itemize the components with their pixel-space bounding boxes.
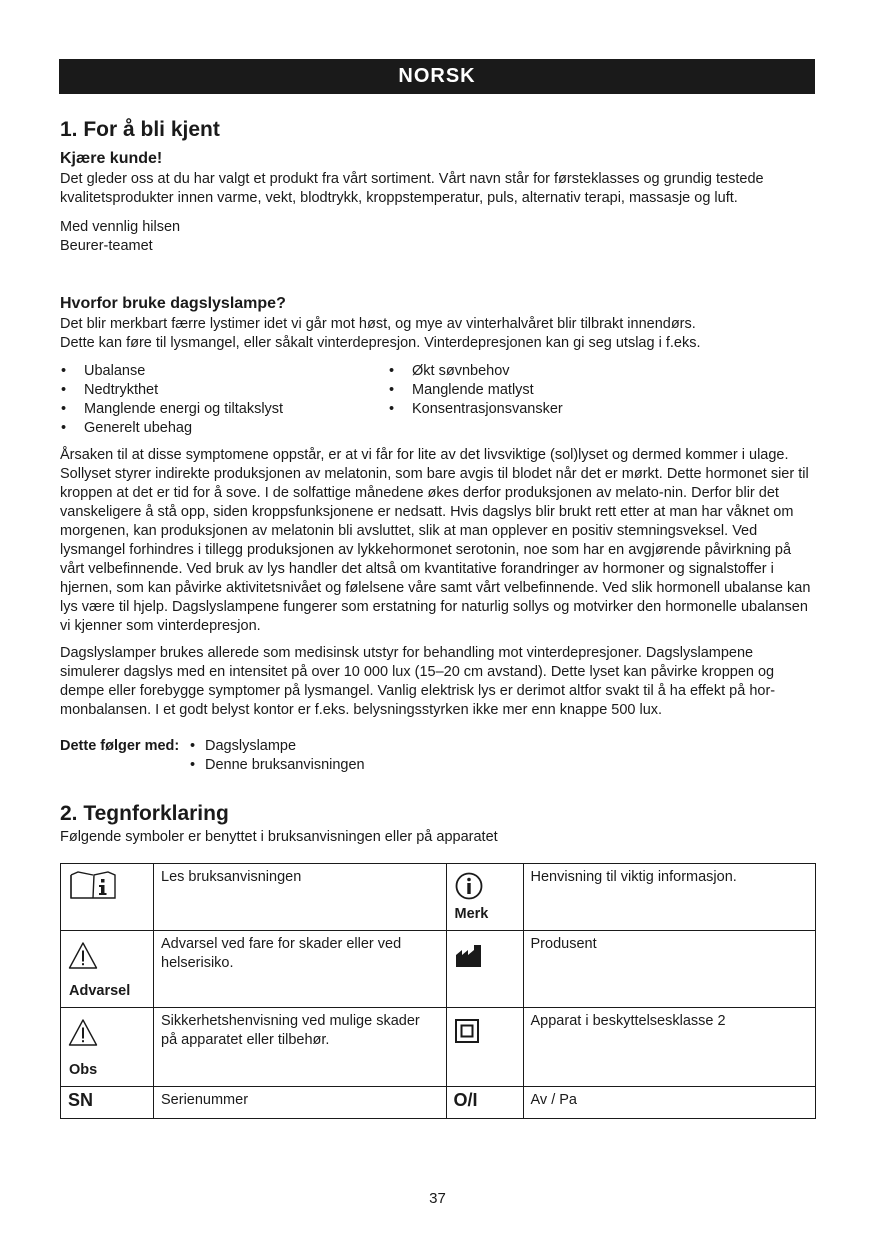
caution-label: Obs [69,1062,98,1078]
serial-number-description: Serienummer [154,1087,447,1119]
manual-icon-cell [61,864,154,931]
table-row [61,864,816,931]
list-item: • Nedtrykthet [60,381,388,400]
delivery-contents [60,737,815,775]
medical-paragraph: Dagslyslamper brukes allerede som medisinsk utstyr for behandling mot vinterdepresjoner. Dagslyslampene simulerer dagslys med en intensitet på over 10 000 lux (15–20 cm avstand). Dette lyset kan påvirke kroppen og dempe eller forebygge symptomer på lysmangel. Vanlig elektrisk lys er derimot altfor svakt til å ha effekt på hor-monbalansen. I et godt belyst kontor er f.eks. belysningsstyrken ikke mer enn knappe 500 lux. [60,645,776,718]
info-icon-cell [446,864,523,931]
regards-line-2: Beurer-teamet [60,238,153,254]
class2-description: Apparat i beskyttelsesklasse 2 [523,1008,816,1087]
list-item: • Konsentrasjonsvansker [388,400,815,419]
symptom-list [60,362,815,438]
factory-icon [454,943,484,969]
symbol-table [60,863,816,1119]
cause-paragraph: Årsaken til at disse symptomene oppstår, er at vi får for lite av det livsviktige (sol)lyset og dermed kommer i ulage. Sollyset styrer indirekte produksjonen av melatonin, som bare avgis til blodet når det er mørkt. Dette hormonet sier til kroppen at det er tid for å sove. I de solfattige månedene økes derfor produksjonen av melato-nin. Derfor blir det vanskeligere å stå opp, siden kroppsfunksjonene er nedsatt. Hvis dagslys blir brukt rett etter at man har våknet om morgenen, kan produksjonen av melatonin bli avsluttet, slik at man opplever en positiv stemningsveksel. Ved lysmangel forhindres i tillegg produksjonen av lykkehormonet serotonin, noe som har en avgjørende påvirkning på vårt velbefinnende. Ved bruk av lys handler det altså om kvantitative forandringer av hormoner og signalstoffer i hjernen, som kan påvirke aktivitetsnivået og følelsene våre samt vårt velbefinnende. Ved slik hormonell ubalanse kan lys være til hjelp. Dagslyslampene fungerer som erstatning for naturlig sollys og motvirker den hormonelle ubalansen vi kjenner som vinterdepresjon. [60,447,811,634]
serial-code-cell [61,1087,154,1119]
manual-icon [68,868,118,902]
info-description: Henvisning til viktig informasjon. [523,864,816,931]
manual-description: Les bruksanvisningen [154,864,447,931]
regards-line-1: Med vennlig hilsen [60,219,181,235]
info-icon [454,871,484,901]
language-label: NORSK [398,65,476,87]
power-switch-description: Av / Pa [523,1087,816,1119]
warning-label: Advarsel [69,983,131,999]
list-item: • Manglende matlyst [388,381,815,400]
why-title: Hvorfor bruke dagslyslampe? [60,295,286,312]
power-switch-code: O/I [453,1090,478,1110]
section1-title: 1. For å bli kjent [60,118,220,141]
symptom-list-left [60,362,388,438]
caution-icon-cell [61,1008,154,1087]
warning-icon-cell [61,931,154,1008]
table-row [61,1008,816,1087]
list-item: • Denne bruksanvisningen [188,756,365,775]
why-paragraph-1: Det blir merkbart færre lystimer idet vi går mot høst, og mye av vinterhalvåret blir tilbrakt innendørs. [60,316,696,332]
symptom-list-right [388,362,815,438]
greeting-title: Kjære kunde! [60,150,163,167]
intro-paragraph: Det gleder oss at du har valgt et produkt fra vårt sortiment. Vårt navn står for førsteklasses og grundig testede kvalitetsprodukter innen varme, vekt, blodtrykk, kroppstemperatur, puls, alternativ terapi, massasje og luft. [60,171,764,206]
delivery-list [188,737,365,775]
serial-number-code: SN [68,1090,94,1110]
warning-description: Advarsel ved fare for skader eller ved helserisiko. [154,931,447,1008]
warning-icon [68,941,98,971]
caution-description: Sikkerhetshenvisning ved mulige skader på apparatet eller tilbehør. [154,1008,447,1087]
page-content [60,116,815,1119]
power-code-cell [446,1087,523,1119]
table-row [61,931,816,1008]
list-item: • Økt søvnbehov [388,362,815,381]
factory-icon-cell [446,931,523,1008]
factory-description: Produsent [523,931,816,1008]
delivery-label: Dette følger med: [60,738,180,754]
language-header [59,59,815,94]
class2-icon [454,1018,480,1044]
list-item: • Manglende energi og tiltakslyst [60,400,388,419]
section2-title: 2. Tegnforklaring [60,802,229,825]
list-item: • Ubalanse [60,362,388,381]
info-label: Merk [454,906,489,922]
why-paragraph-2: Dette kan føre til lysmangel, eller såkalt vinterdepresjon. Vinterdepresjonen kan gi seg utslag i f.eks. [60,335,701,351]
list-item: • Generelt ubehag [60,419,388,438]
section2-intro: Følgende symboler er benyttet i bruksanvisningen eller på apparatet [60,829,498,845]
caution-icon [68,1018,98,1048]
table-row [61,1087,816,1119]
page-number: 37 [429,1190,446,1207]
list-item: • Dagslyslampe [188,737,365,756]
class2-icon-cell [446,1008,523,1087]
